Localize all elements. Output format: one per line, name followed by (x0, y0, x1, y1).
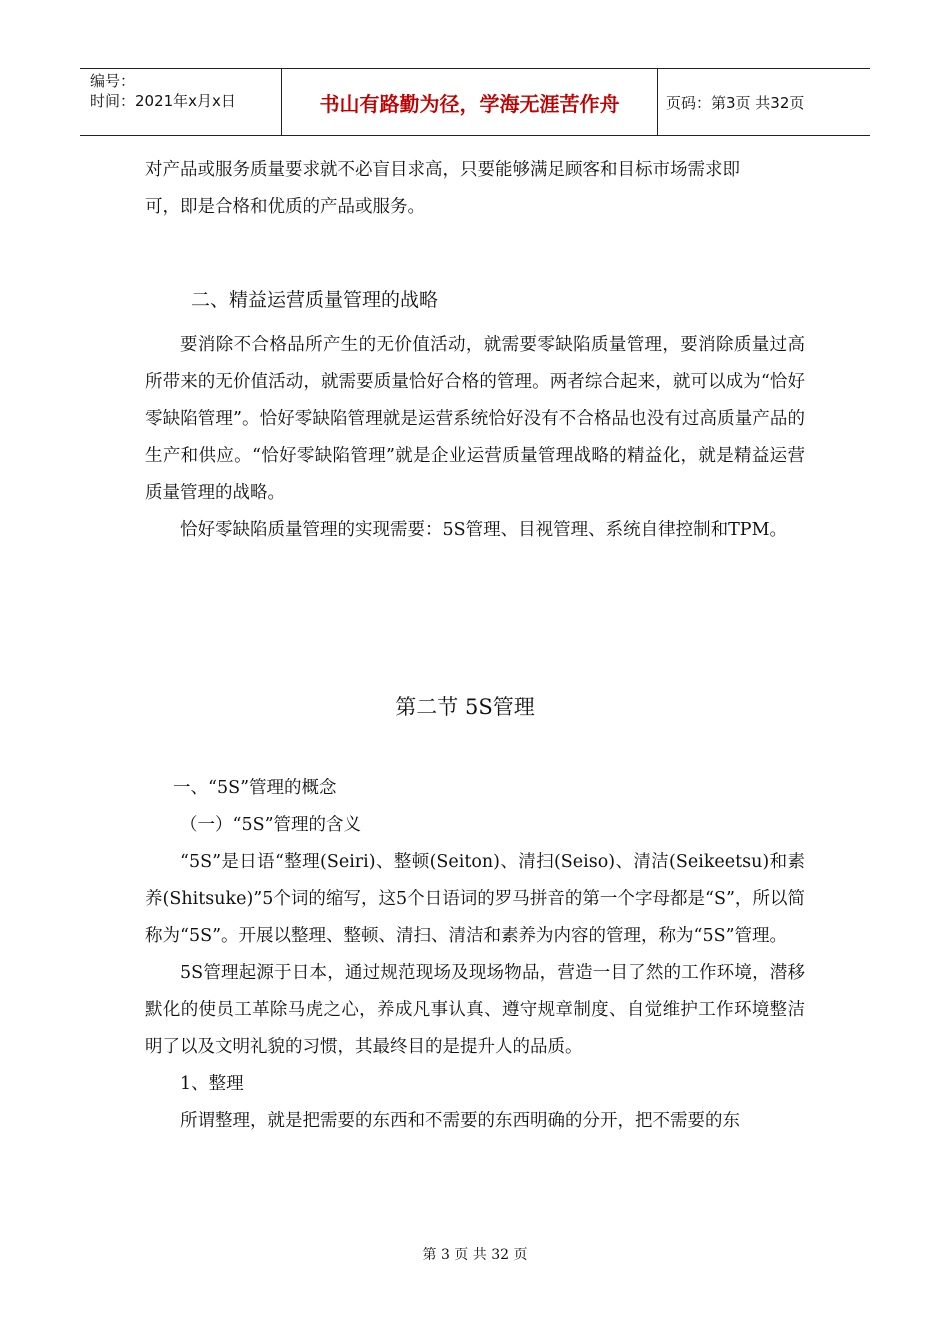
heading-seiri: 1、整理 (180, 1074, 244, 1094)
paragraph-line: 对产品或服务质量要求就不必盲目求高，只要能够满足顾客和目标市场需求即 (145, 160, 740, 180)
section-title: 第二节 5S管理 (395, 695, 535, 719)
document-number-label: 编号： (90, 72, 136, 90)
document-body (145, 152, 805, 1140)
header-motto: 书山有路勤为径，学海无涯苦作舟 (319, 91, 620, 116)
header-page-info: 页码：第3页 共32页 (666, 93, 805, 112)
paragraph: “5S”是日语“整理(Seiri)、整顿(Seiton)、清扫(Seiso)、清洁(Seikeetsu)和素养(Shitsuke)”5个词的缩写，这5个日语词的罗马拼音的第一个字母都是“S”，所以简称为“5S”。开展以整理、整顿、清扫、清洁和素养为内容的管理，称为“5S”管理。 (145, 852, 805, 946)
paragraph: 5S管理起源于日本，通过规范现场及现场物品，营造一目了然的工作环境，潜移默化的使员工革除马虎之心，养成凡事认真、遵守规章制度、自觉维护工作环境整洁明了以及文明礼貌的习惯，其最终目的是提升人的品质。 (145, 963, 805, 1057)
paragraph-line: 可，即是合格和优质的产品或服务。 (145, 197, 425, 217)
paragraph: 恰好零缺陷质量管理的实现需要：5S管理、目视管理、系统自律控制和TPM。 (180, 520, 787, 540)
header-motto-cell (282, 69, 658, 135)
document-date: 时间：2021年x月x日 (90, 92, 236, 110)
header-meta (80, 69, 282, 135)
heading-strategy: 二、精益运营质量管理的战略 (191, 289, 439, 311)
paragraph: 要消除不合格品所产生的无价值活动，就需要零缺陷质量管理，要消除质量过高所带来的无价值活动，就需要质量恰好合格的管理。两者综合起来，就可以成为“恰好零缺陷管理”。恰好零缺陷管理就是运营系统恰好没有不合格品也没有过高质量产品的生产和供应。“恰好零缺陷管理”就是企业运营质量管理战略的精益化，就是精益运营质量管理的战略。 (145, 335, 805, 503)
heading-meaning: （一）“5S”管理的含义 (180, 815, 362, 835)
page-footer: 第 3 页 共 32 页 (422, 1247, 528, 1263)
paragraph: 所谓整理，就是把需要的东西和不需要的东西明确的分开，把不需要的东 (180, 1111, 740, 1131)
page-header (80, 68, 870, 136)
heading-concept: 一、“5S”管理的概念 (173, 778, 337, 798)
